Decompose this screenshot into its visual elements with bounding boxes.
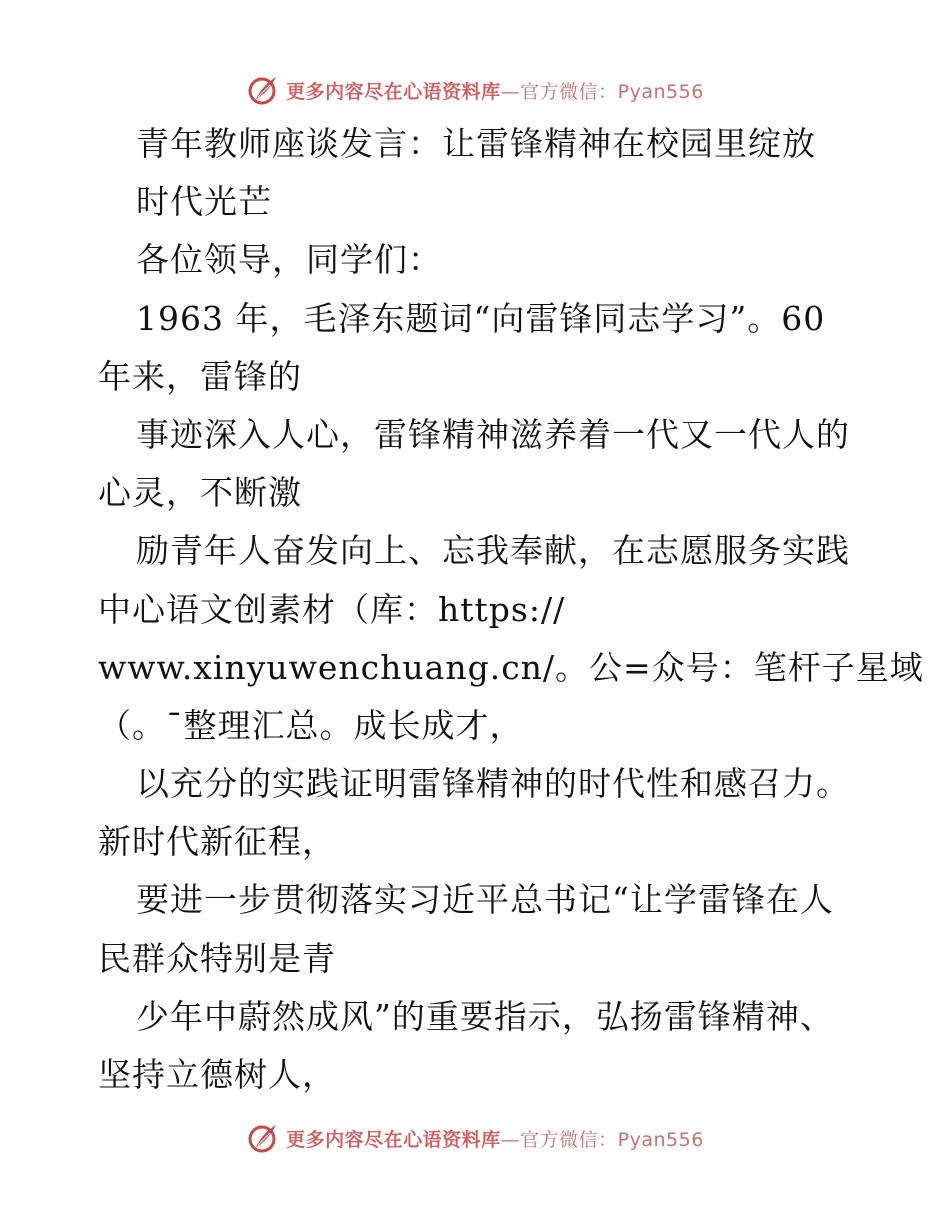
doc-line: 以充分的实践证明雷锋精神的时代性和感召力。 (136, 764, 850, 804)
footer-watermark-banner (0, 1118, 950, 1158)
doc-title-line-1: 青年教师座谈发言：让雷锋精神在校园里绽放 (136, 124, 816, 163)
doc-line: 要进一步贯彻落实习近平总书记“让学雷锋在人 (136, 880, 834, 920)
doc-salutation: 各位领导，同学们： (136, 240, 442, 280)
quill-feather-circle-icon (246, 73, 280, 107)
banner-main-text: 更多内容尽在心语资料库 (286, 1128, 501, 1151)
doc-line: 新时代新征程， (98, 822, 336, 862)
doc-line: 中心语文创素材（库：https:// (98, 589, 566, 629)
document-body (98, 115, 924, 1104)
banner-wechat-text: 官方微信：Pyan556 (520, 80, 704, 103)
header-watermark-banner (0, 70, 950, 110)
doc-line: 励青年人奋发向上、忘我奉献，在志愿服务实践 (136, 531, 850, 571)
doc-line: 坚持立德树人， (98, 1055, 336, 1094)
doc-line: 事迹深入人心，雷锋精神滋养着一代又一代人的 (136, 414, 850, 454)
quill-feather-circle-icon (246, 1121, 280, 1155)
banner-separator: — (500, 1128, 521, 1151)
banner-main-text: 更多内容尽在心语资料库 (286, 80, 501, 103)
doc-line: www.xinyuwenchuang.cn/。公=众号：笔杆子星域 (98, 647, 924, 687)
doc-line: 年来，雷锋的 (98, 356, 302, 396)
doc-line: 民群众特别是青 (98, 938, 336, 978)
banner-separator: — (500, 80, 521, 103)
banner-wechat-text: 官方微信：Pyan556 (520, 1128, 704, 1151)
doc-title-line-2: 时代光芒 (136, 182, 272, 222)
doc-line: 少年中蔚然成风”的重要指示，弘扬雷锋精神、 (136, 996, 834, 1036)
doc-line: （。¯整理汇总。成长成才， (98, 705, 524, 745)
doc-line: 1963 年，毛泽东题词“向雷锋同志学习”。60 (136, 298, 826, 338)
doc-line: 心灵，不断激 (98, 473, 302, 513)
